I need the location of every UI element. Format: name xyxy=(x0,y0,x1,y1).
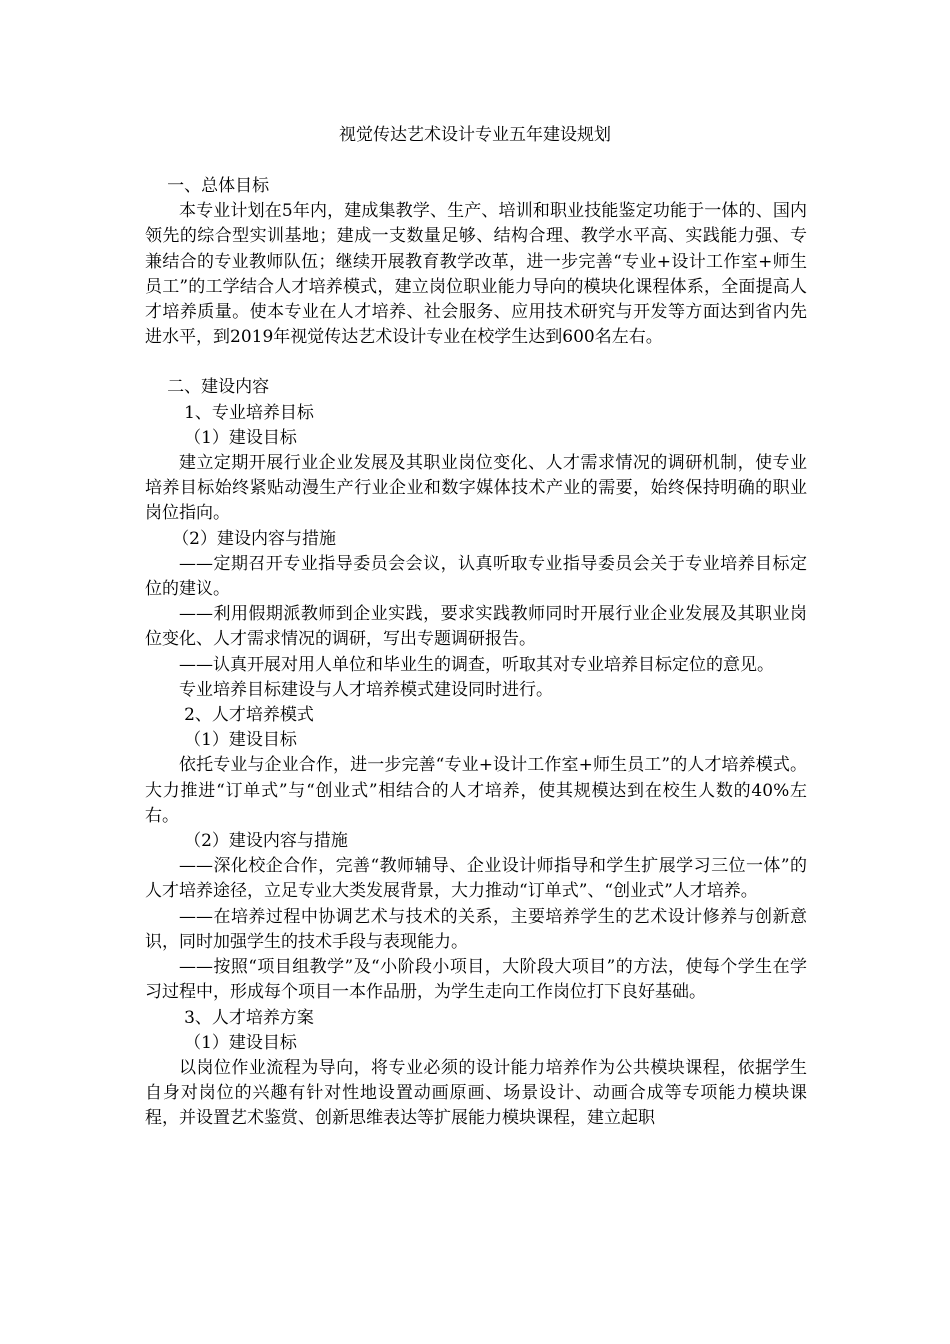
document-title: 视觉传达艺术设计专业五年建设规划 xyxy=(339,125,611,145)
measure-item: ——定期召开专业指导委员会会议，认真听取专业指导委员会关于专业培养目标定位的建议。 xyxy=(145,553,807,600)
document-body xyxy=(145,174,807,1132)
measure-item: ——按照“项目组教学”及“小阶段小项目，大阶段大项目”的方法，使每个学生在学习过程中，形成每个项目一本作品册，为学生走向工作岗位打下良好基础。 xyxy=(145,957,807,1003)
measure-item: ——认真开展对用人单位和毕业生的调查，听取其对专业培养目标定位的意见。 xyxy=(179,654,774,675)
subsection-heading-training-plan: 3、人才培养方案 xyxy=(184,1007,314,1028)
paragraph-build-goal-2: 依托专业与企业合作，进一步完善“专业+设计工作室+师生员工”的人才培养模式。大力推进“订单式”与“创业式”相结合的人才培养，使其规模达到在校生人数的40%左右。 xyxy=(145,755,807,826)
paragraph-build-goal-1: 建立定期开展行业企业发展及其职业岗位变化、人才需求情况的调研机制，使专业培养目标始终紧贴动漫生产行业企业和数字媒体技术产业的需要，始终保持明确的职业岗位指向。 xyxy=(145,453,807,524)
spacer xyxy=(145,350,807,375)
measure-item: ——利用假期派教师到企业实践，要求实践教师同时开展行业企业发展及其职业岗位变化、人才需求情况的调研，写出专题调研报告。 xyxy=(145,604,807,650)
subsection-heading-training-goal: 1、专业培养目标 xyxy=(184,402,314,423)
subsection-heading-training-model: 2、人才培养模式 xyxy=(184,705,314,726)
paragraph-note: 专业培养目标建设与人才培养模式建设同时进行。 xyxy=(179,679,553,700)
section-heading-overall-goal: 一、总体目标 xyxy=(167,176,270,196)
measure-item: ——在培养过程中协调艺术与技术的关系，主要培养学生的艺术设计修养与创新意识，同时加强学生的技术手段与表现能力。 xyxy=(145,906,807,952)
item-heading-build-goal-2: （1）建设目标 xyxy=(184,730,297,751)
item-heading-measures-2: （2）建设内容与措施 xyxy=(184,831,348,852)
section-heading-construction-content: 二、建设内容 xyxy=(167,377,270,398)
paragraph-build-goal-3: 以岗位作业流程为导向，将专业必须的设计能力培养作为公共模块课程，依据学生自身对岗位的兴趣有针对性地设置动画原画、场景设计、动画合成等专项能力模块课程，并设置艺术鉴赏、创新思维表达等扩展能力模块课程，建立起职 xyxy=(145,1057,807,1129)
item-heading-measures-1: （2）建设内容与措施 xyxy=(172,528,337,549)
measure-item: ——深化校企合作，完善“教师辅导、企业设计师指导和学生扩展学习三位一体”的人才培养途径，立足专业大类发展背景，大力推动“订单式”、“创业式”人才培养。 xyxy=(145,856,807,902)
item-heading-build-goal-1: （1）建设目标 xyxy=(184,427,297,448)
paragraph-overall-goal: 本专业计划在5年内，建成集教学、生产、培训和职业技能鉴定功能于一体的、国内领先的综合型实训基地；建成一支数量足够、结构合理、教学水平高、实践能力强、专兼结合的专业教师队伍；继续开展教育教学改革，进一步完善“专业+设计工作室+师生员工”的工学结合人才培养模式，建立岗位职业能力导向的模块化课程体系，全面提高人才培养质量。使本专业在人才培养、社会服务、应用技术研究与开发等方面达到省内先进水平，到2019年视觉传达艺术设计专业在校学生达到600名左右。 xyxy=(145,201,807,348)
item-heading-build-goal-3: （1）建设目标 xyxy=(184,1032,297,1053)
